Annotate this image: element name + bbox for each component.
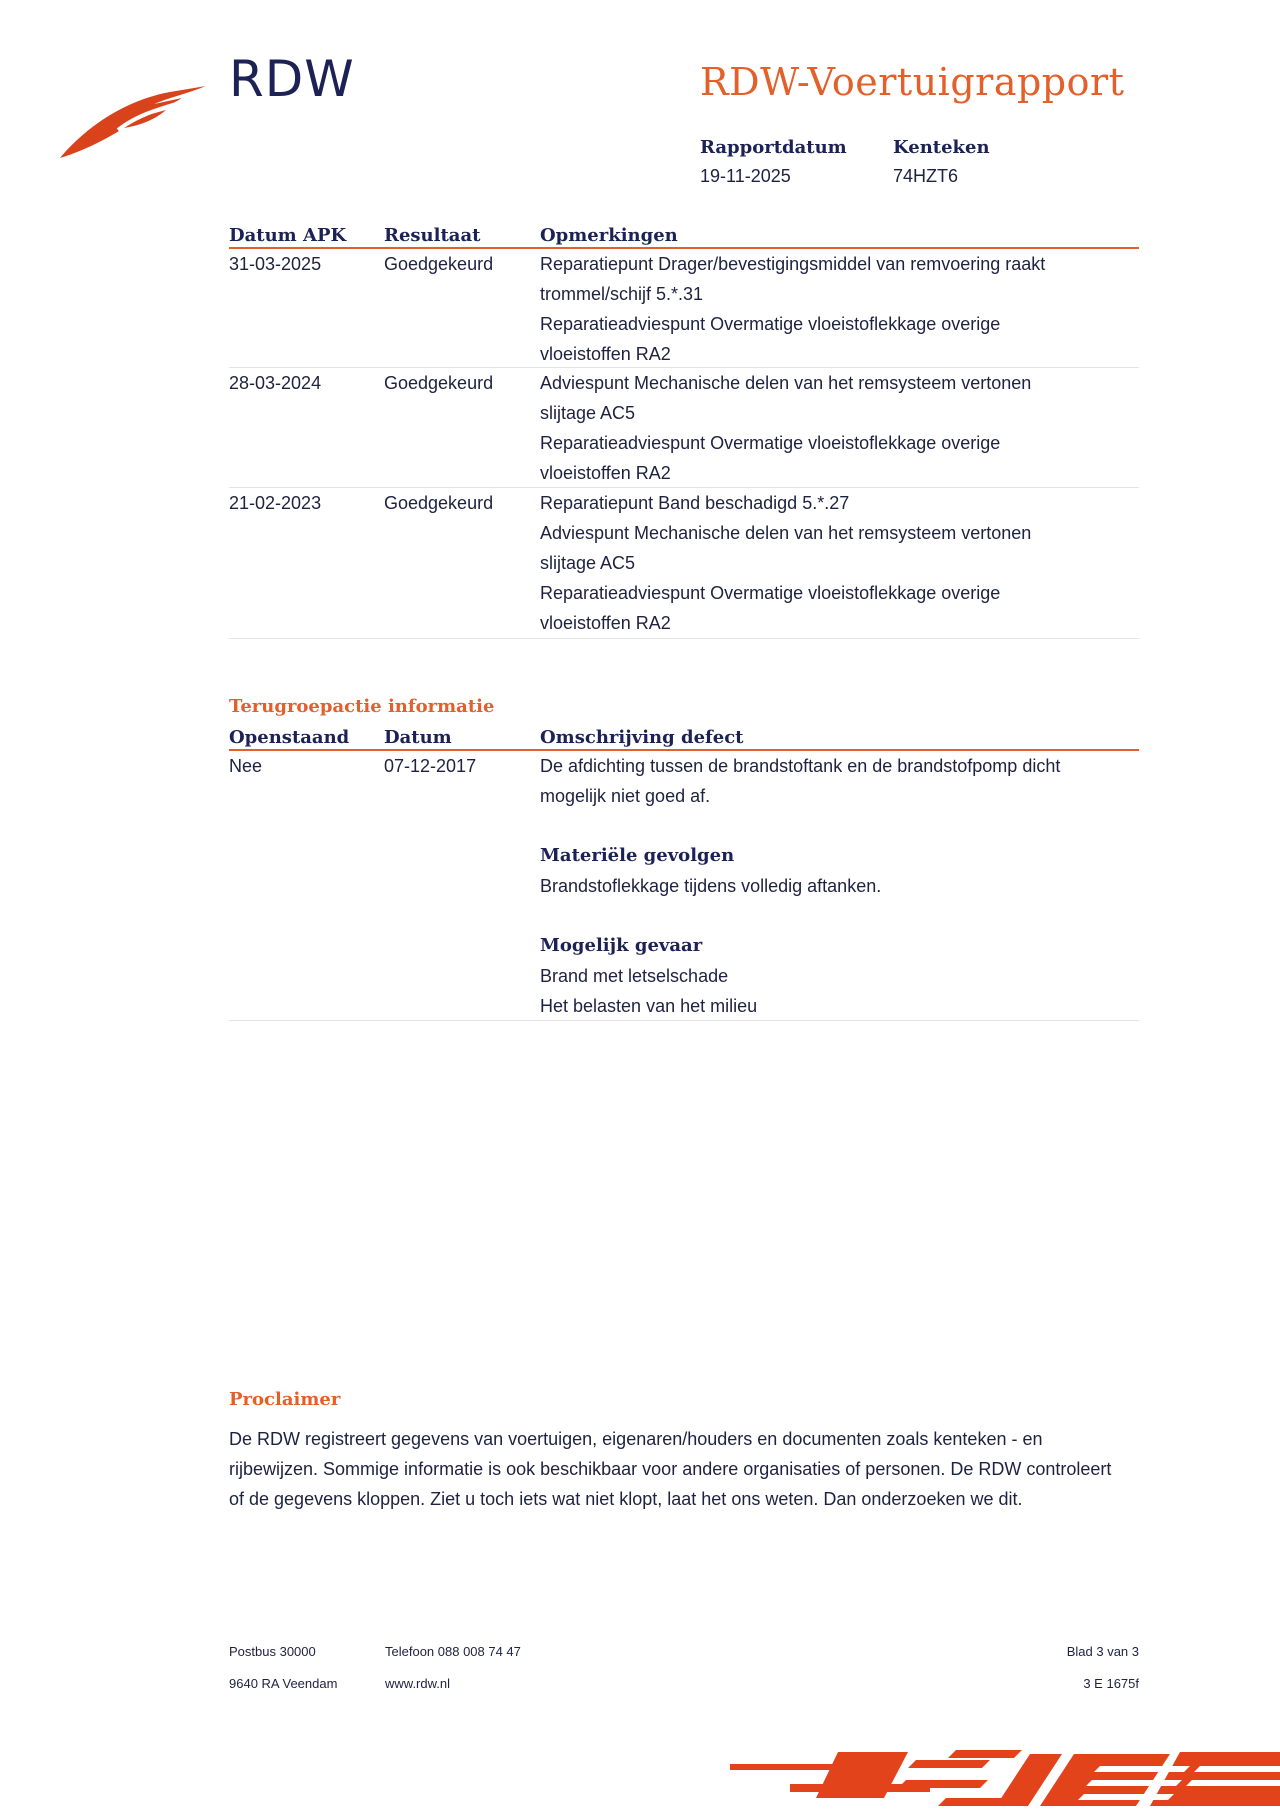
apk-remark-line: Adviespunt Mechanische delen van het remsysteem vertonen [540,523,1032,543]
footer-page-number: Blad 3 van 3 [1066,1644,1139,1659]
report-date-value: 19-11-2025 [700,166,791,186]
recall-header-open: Openstaand [229,727,350,748]
apk-remark-line: Adviespunt Mechanische delen van het remsysteem vertonen [540,373,1032,393]
apk-date: 28-03-2024 [229,373,322,393]
table-row [229,488,1139,639]
recall-section-title: Terugroepactie informatie [229,696,495,717]
recall-header-date: Datum [384,727,452,748]
rdw-logo-icon [58,80,208,160]
apk-table [229,225,1139,639]
apk-remark-line: vloeistoffen RA2 [540,463,671,483]
apk-remark-line: vloeistoffen RA2 [540,613,671,633]
apk-result: Goedgekeurd [384,493,494,513]
report-date-label: Rapportdatum [700,137,847,158]
recall-description-line: mogelijk niet goed af. [540,786,711,806]
danger-line: Het belasten van het milieu [540,996,758,1016]
apk-result: Goedgekeurd [384,373,494,393]
apk-header-result: Resultaat [384,225,481,246]
table-row [229,751,1139,1021]
apk-remark-line: trommel/schijf 5.*.31 [540,284,704,304]
apk-header-date: Datum APK [229,225,347,246]
apk-remark-line: slijtage AC5 [540,553,636,573]
danger-line: Brand met letselschade [540,966,729,986]
recall-table-header [229,727,1139,749]
footer-city: 9640 RA Veendam [229,1676,338,1691]
apk-remark-line: Reparatiepunt Drager/bevestigingsmiddel van remvoering raakt [540,254,1046,274]
table-row [229,368,1139,488]
consequences-heading: Materiële gevolgen [540,845,735,866]
recall-table [229,727,1139,1021]
danger-heading: Mogelijk gevaar [540,935,703,956]
footer-postbus: Postbus 30000 [229,1644,316,1659]
table-row [229,249,1139,368]
apk-remark-line: Reparatieadviespunt Overmatige vloeistoflekkage overige [540,314,1001,334]
page-title: RDW-Voertuigrapport [700,60,1125,104]
apk-remark-line: vloeistoffen RA2 [540,344,671,364]
consequences-line: Brandstoflekkage tijdens volledig aftanken. [540,876,882,896]
recall-header-description: Omschrijving defect [540,727,744,748]
recall-description-line: De afdichting tussen de brandstoftank en de brandstofpomp dicht [540,756,1061,776]
apk-table-header [229,225,1139,247]
footer-phone: Telefoon 088 008 74 47 [385,1644,521,1659]
decorative-stripes-icon [720,1740,1280,1812]
recall-date: 07-12-2017 [384,756,477,776]
footer-website-link[interactable]: www.rdw.nl [385,1676,451,1691]
apk-header-remarks: Opmerkingen [540,225,678,246]
recall-open: Nee [229,756,263,776]
logo-text: RDW [229,50,355,108]
apk-remark-line: Reparatieadviespunt Overmatige vloeistoflekkage overige [540,583,1001,603]
proclaimer-text: De RDW registreert gegevens van voertuigen, eigenaren/houders en documenten zoals kenteken - en rijbewijzen. Sommige informatie is ook beschikbaar voor andere organisaties of personen. De RDW controleert of de gegevens kloppen. Ziet u toch iets wat niet klopt, laat het ons weten. Dan onderzoeken we dit. [229,1429,1112,1509]
proclaimer-title: Proclaimer [229,1389,341,1410]
apk-remark-line: slijtage AC5 [540,403,636,423]
apk-remark-line: Reparatieadviespunt Overmatige vloeistoflekkage overige [540,433,1001,453]
apk-result: Goedgekeurd [384,254,494,274]
apk-date: 21-02-2023 [229,493,322,513]
plate-label: Kenteken [893,137,990,158]
apk-remark-line: Reparatiepunt Band beschadigd 5.*.27 [540,493,850,513]
plate-value: 74HZT6 [893,166,959,186]
apk-date: 31-03-2025 [229,254,322,274]
footer-code: 3 E 1675f [1083,1676,1139,1691]
